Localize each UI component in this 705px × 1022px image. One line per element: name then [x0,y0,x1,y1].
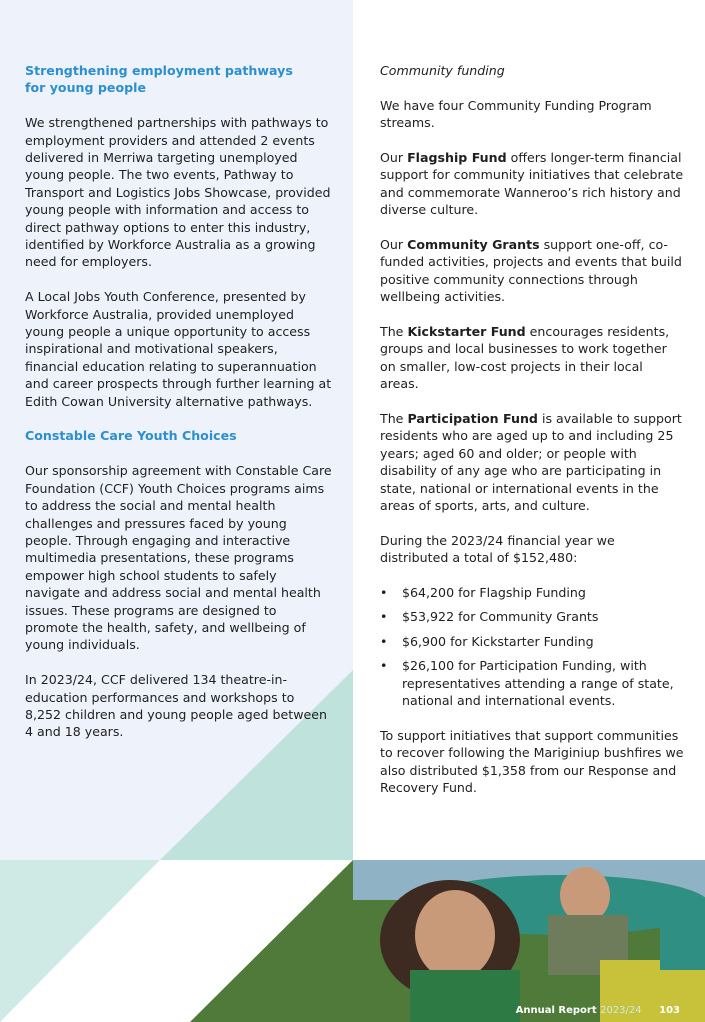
heading-employment-pathways [25,62,333,97]
page-footer [516,1005,680,1016]
community-grants-term: Community Grants [407,237,540,253]
heading-constable-care: Constable Care Youth Choices [25,428,237,444]
kickstarter-fund-term: Kickstarter Fund [407,324,526,340]
list-item: • $6,900 for Kickstarter Funding [380,633,685,650]
paragraph-distributed-total: During the 2023/24 financial year we distributed a total of $152,480: [380,532,615,566]
heading-line-2: for young people [25,80,146,96]
paragraph-flagship-fund: Our Flagship Fund offers longer-term financial support for community initiatives that celebrate and commemorate Wanneroo’s rich history and diverse culture. [380,150,684,218]
participation-fund-term: Participation Fund [407,411,538,427]
paragraph-sponsorship: Our sponsorship agreement with Constable Care Foundation (CCF) Youth Choices programs aims to address the social and mental health challenges and pressures faced by young people. Through engaging and interactive multimedia presentations, these programs empower high school students to safely navigate and address social and mental health issues. These programs are designed to promote the health, safety, and wellbeing of young individuals. [25,463,332,653]
paragraph-youth-conference: A Local Jobs Youth Conference, presented by Workforce Australia, provided unemployed young people a unique opportunity to access inspirational and motivational speakers, financial education relating to superannuation and career prospects through further learning at Edith Cowan University alternative pathways. [25,289,332,409]
list-item: • $64,200 for Flagship Funding [380,584,685,601]
paragraph-intro: We have four Community Funding Program streams. [380,97,652,131]
heading-line-1: Strengthening employment pathways [25,63,293,78]
paragraph-bushfire-recovery: To support initiatives that support communities to recover following the Mariginiup bushfires we also distributed $1,358 from our Response and Recovery Fund. [380,727,684,796]
flagship-fund-term: Flagship Fund [407,150,507,165]
paragraph-ccf-delivered: In 2023/24, CCF delivered 134 theatre-in-education performances and workshops to 8,252 children and young people aged between 4 and 18 years. [25,672,328,740]
paragraph-kickstarter-fund: The Kickstarter Fund encourages residents, groups and local businesses to work together on smaller, low-cost projects in their local areas. [380,324,670,392]
left-column [25,62,333,758]
list-item: • $53,922 for Community Grants [380,608,685,625]
footer-label: Annual Report [515,1005,597,1016]
funding-breakdown-list [380,584,685,709]
subheading-community-funding: Community funding [380,63,505,78]
list-item: • $26,100 for Participation Funding, with representatives attending a range of state, national and international events. [380,657,685,709]
photo-children-playing [0,860,705,1022]
paragraph-participation-fund: The Participation Fund is available to support residents who are aged up to and including 25 years; aged 60 and older; or people with disability of any age who are participating in state, national or international events in the areas of sports, arts, and culture. [380,411,682,514]
paragraph-partnerships: We strengthened partnerships with pathways to employment providers and attended 2 events delivered in Merriwa targeting unemployed young people. The two events, Pathway to Transport and Logistics Jobs Showcase, provided young people with information and access to direct pathway options to enter this industry, identified by Workforce Australia as a growing need for employers. [25,115,331,270]
paragraph-community-grants: Our Community Grants support one-off, co-funded activities, projects and events that build positive community connections through wellbeing activities. [380,237,682,305]
right-column [380,62,685,814]
footer-year: 2023/24 [600,1005,642,1016]
page-number: 103 [659,1005,680,1016]
